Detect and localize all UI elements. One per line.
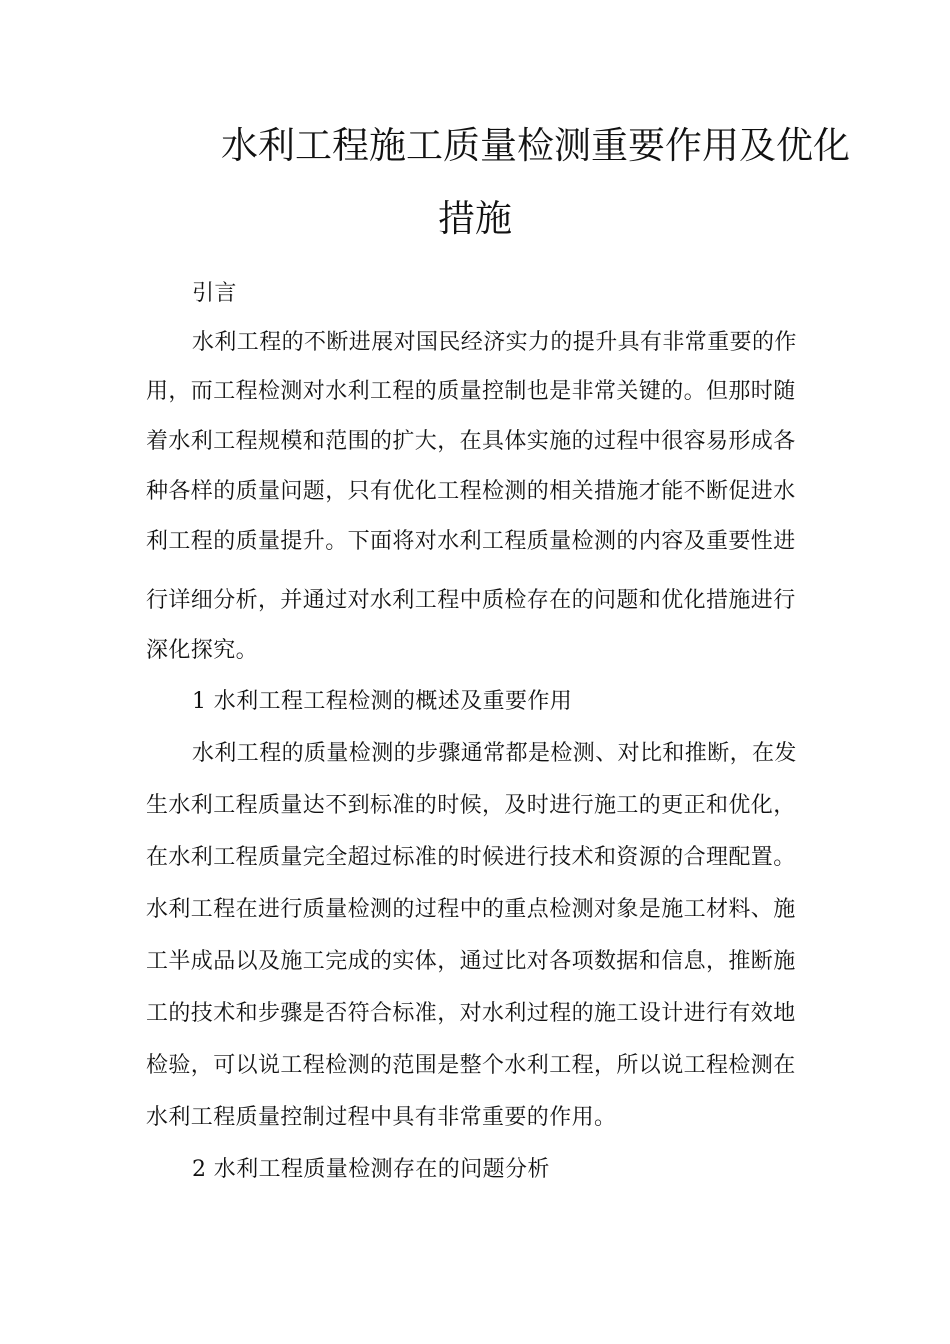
paragraph-line: 利工程的质量提升。下面将对水利工程质量检测的内容及重要性进 [146,529,796,554]
paragraph-line: 深化探究。 [146,638,259,663]
paragraph-line: 用，而工程检测对水利工程的质量控制也是非常关键的。但那时随 [146,379,796,404]
paragraph-line: 在水利工程质量完全超过标准的时候进行技术和资源的合理配置。 [146,845,796,870]
paragraph-line: 种各样的质量问题，只有优化工程检测的相关措施才能不断促进水 [146,479,796,504]
section-heading-2: 2 水利工程质量检测存在的问题分析 [192,1157,550,1182]
paragraph-line: 水利工程的质量检测的步骤通常都是检测、对比和推断，在发 [192,741,797,766]
paragraph-line: 着水利工程规模和范围的扩大，在具体实施的过程中很容易形成各 [146,429,796,454]
paragraph-line: 水利工程在进行质量检测的过程中的重点检测对象是施工材料、施 [146,897,796,922]
paragraph-line: 工半成品以及施工完成的实体，通过比对各项数据和信息，推断施 [146,949,796,974]
paragraph-line: 水利工程质量控制过程中具有非常重要的作用。 [146,1105,617,1130]
heading-introduction: 引言 [192,281,237,306]
document-title-line-1: 水利工程施工质量检测重要作用及优化 [221,124,850,167]
paragraph-line: 行详细分析，并通过对水利工程中质检存在的问题和优化措施进行 [146,588,796,613]
paragraph-line: 水利工程的不断进展对国民经济实力的提升具有非常重要的作 [192,330,797,355]
paragraph-line: 检验，可以说工程检测的范围是整个水利工程，所以说工程检测在 [146,1053,796,1078]
document-title-line-2: 措施 [438,197,512,240]
section-heading-1: 1 水利工程工程检测的概述及重要作用 [192,689,573,714]
paragraph-line: 生水利工程质量达不到标准的时候，及时进行施工的更正和优化， [146,793,796,818]
paragraph-line: 工的技术和步骤是否符合标准，对水利过程的施工设计进行有效地 [146,1001,796,1026]
